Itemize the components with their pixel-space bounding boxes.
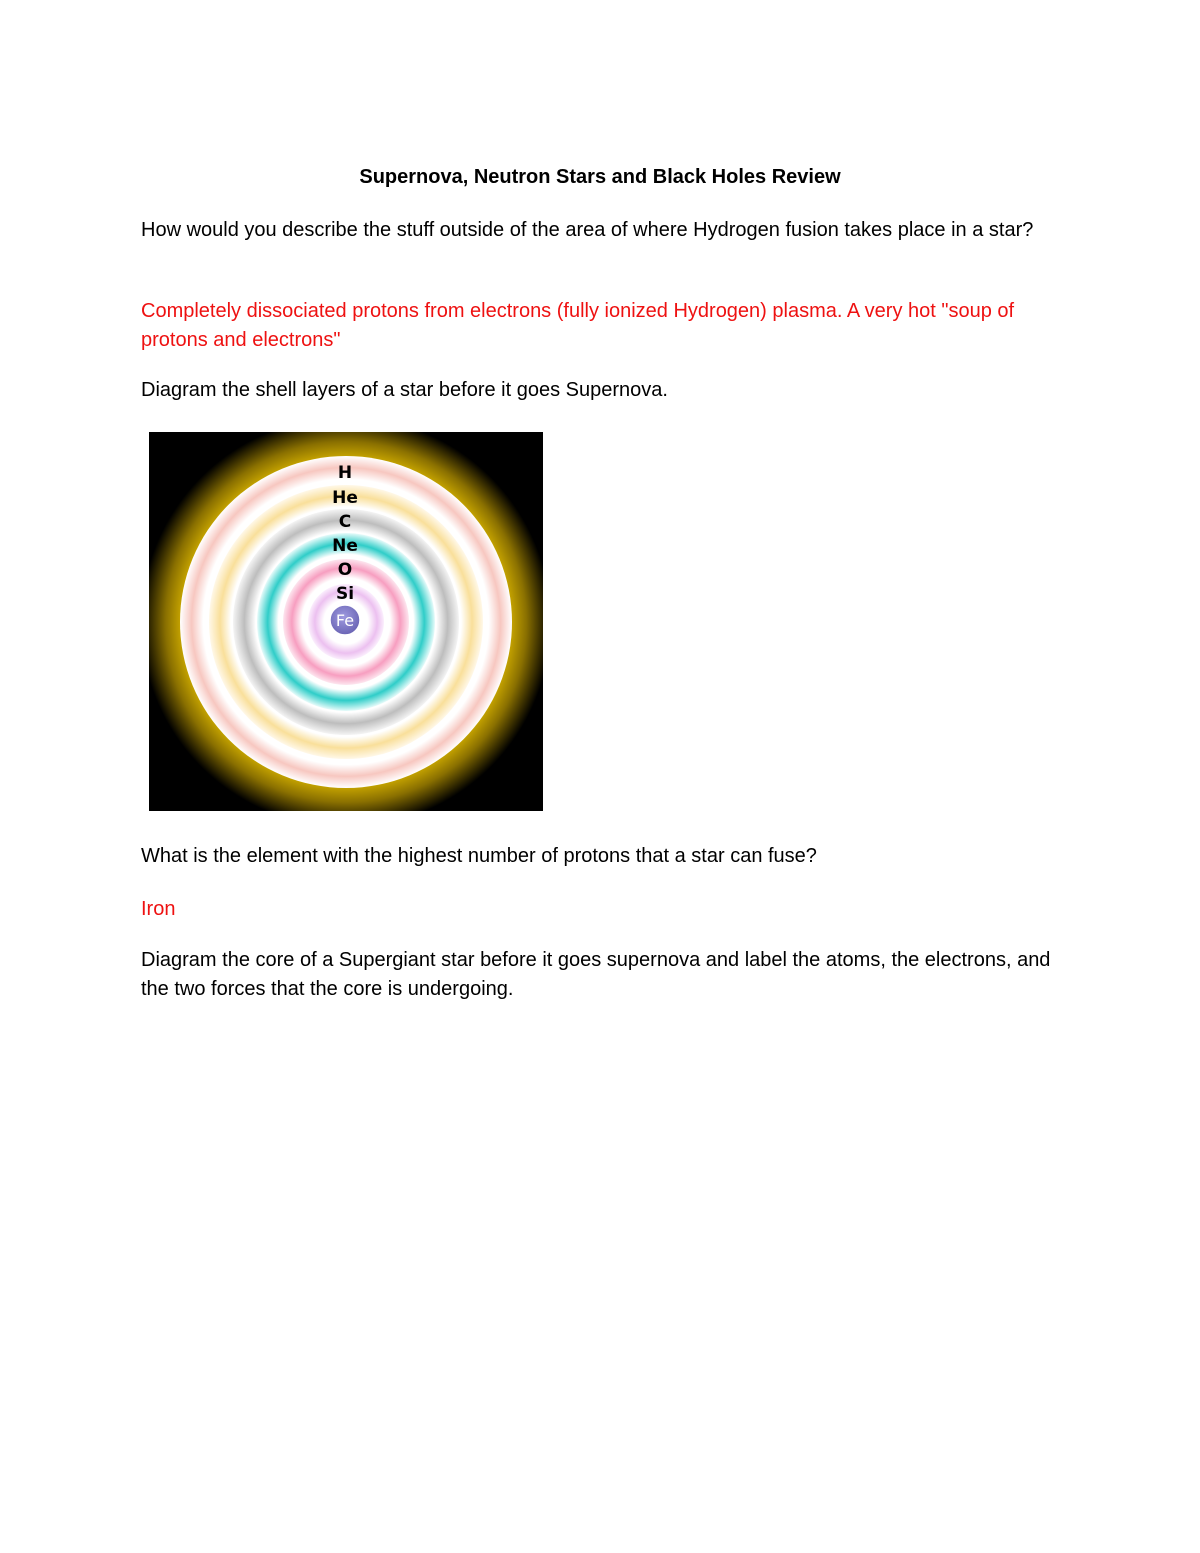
answer-1: Completely dissociated protons from electrons (fully ionized Hydrogen) plasma. A very hot "soup of protons and electrons" (141, 300, 1015, 351)
question-3: What is the element with the highest number of protons that a star can fuse? (141, 845, 817, 867)
label-si: Si (335, 584, 355, 604)
label-he: He (332, 488, 358, 508)
label-c: C (338, 512, 352, 532)
question-4: Diagram the core of a Supergiant star before it goes supernova and label the atoms, the electrons, and the two forces that the core is undergoing. (141, 949, 1051, 1000)
label-fe: Fe (335, 611, 355, 630)
label-h: H (337, 463, 353, 483)
answer-3: Iron (141, 898, 176, 920)
star-shell-diagram (149, 432, 543, 811)
star-shell-svg (149, 432, 543, 811)
question-2: Diagram the shell layers of a star before it goes Supernova. (141, 379, 668, 401)
page-title: Supernova, Neutron Stars and Black Holes Review (359, 166, 841, 188)
question-1: How would you describe the stuff outside of the area of where Hydrogen fusion takes place in a star? (141, 219, 1034, 241)
label-o: O (337, 560, 353, 580)
label-ne: Ne (332, 536, 358, 556)
